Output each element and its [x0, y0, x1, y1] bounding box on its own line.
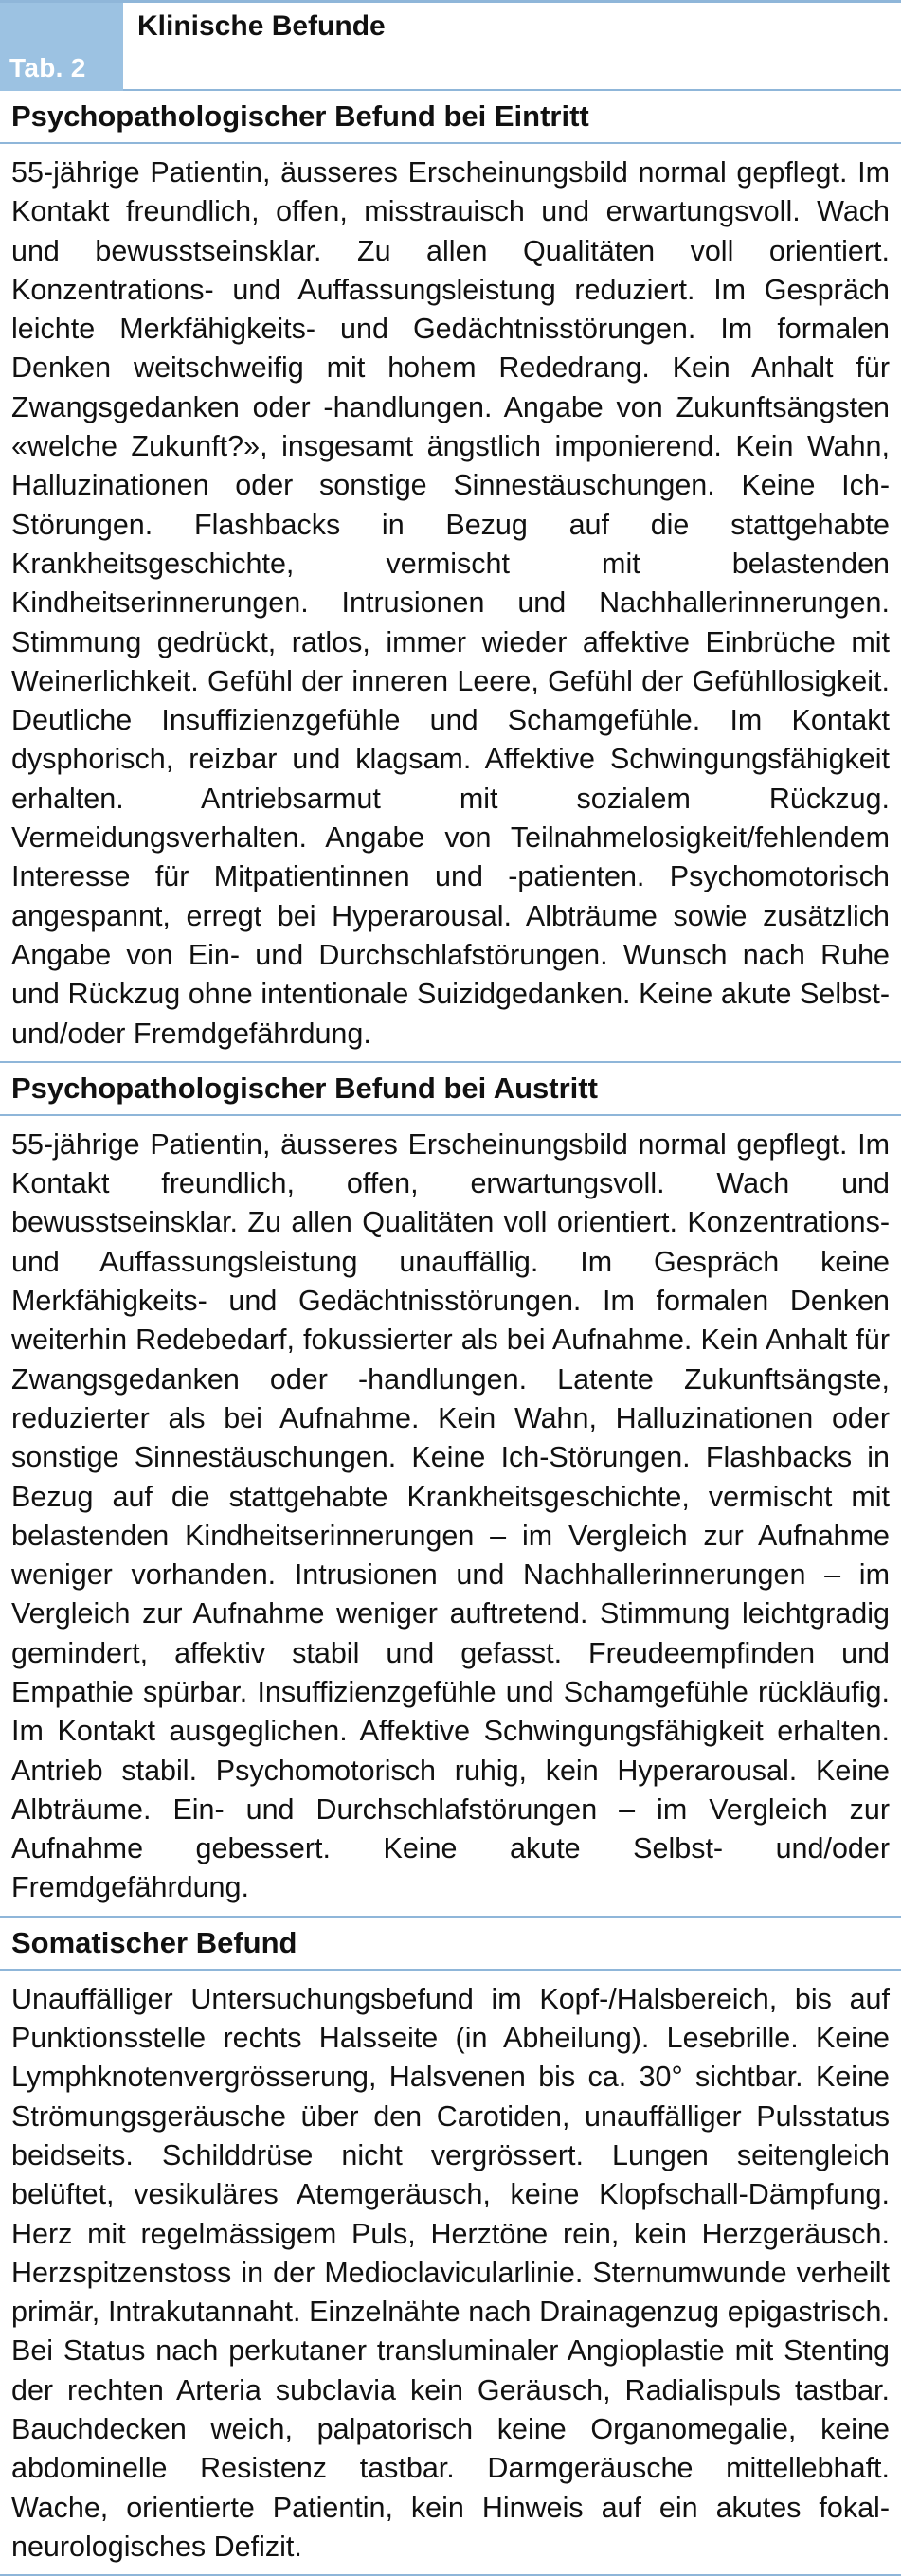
table-header [0, 0, 901, 91]
table-number-box [0, 3, 123, 91]
section-text-discharge: 55-jährige Patientin, äusseres Erscheinungsbild normal gepflegt. Im Kontakt freundlich, offen, erwartungsvoll. Wach und bewusstseinsklar. Zu allen Qualitäten voll orientiert. Konzentrations- und Auffassungsleistung unauffällig. Im Gespräch keine Merkfähigkeits- und Gedächtnisstörungen. Im formalen Denken weiterhin Redebedarf, fokussierter als bei Aufnahme. Kein Anhalt für Zwangsgedanken oder -handlungen. Latente Zukunftsängste, reduzierter als bei Aufnahme. Kein Wahn, Halluzinationen oder sonstige Sinnestäuschungen. Keine Ich-Störungen. Flashbacks in Bezug auf die stattgehabte Krankheitsgeschichte, vermischt mit belastenden Kindheitserinnerungen – im Vergleich zur Aufnahme weniger vorhanden. Intrusionen und Nachhallerinnerungen – im Vergleich zur Aufnahme weniger auftretend. Stimmung leichtgradig gemindert, affektiv stabil und gefasst. Freudeempfinden und Empathie spürbar. Insuffizienzgefühle und Schamgefühle rückläufig. Im Kontakt ausgeglichen. Affektive Schwingungsfähigkeit erhalten. Antrieb stabil. Psychomotorisch ruhig, kein Hyperarousal. Keine Albträume. Ein- und Durchschlafstörungen – im Vergleich zur Aufnahme gebessert. Keine akute Selbst- und/oder Fremdgefährdung. [0, 1116, 901, 1918]
table-title: Klinische Befunde [137, 10, 386, 42]
section-heading-discharge: Psychopathologischer Befund bei Austritt [0, 1063, 901, 1116]
section-text-somatic: Unauffälliger Untersuchungsbefund im Kopf-/Halsbereich, bis auf Punktionsstelle rechts Halsseite (in Abheilung). Lesebrille. Keine Lymphknotenvergrösserung, Halsvenen bis ca. 30° sichtbar. Keine Strömungsgeräusche über den Carotiden, unauffälliger Pulsstatus beidseits. Schilddrüse nicht vergrössert. Lungen seitengleich belüftet, vesikuläres Atemgeräusch, keine Klopfschall-Dämpfung. Herz mit regelmässigem Puls, Herztöne rein, kein Herzgeräusch. Herzspitzenstoss in der Medioclavicularlinie. Sternumwunde verheilt primär, Intrakutannaht. Einzelnähte nach Drainagenzug epigastrisch. Bei Status nach perkutaner transluminaler Angioplastie mit Stenting der rechten Arteria subclavia kein Geräusch, Radialispuls tastbar. Bauchdecken weich, palpatorisch keine Organomegalie, keine abdominelle Resistenz tastbar. Darmgeräusche mittellebhaft. Wache, orientierte Patientin, kein Hinweis auf ein akutes fokal-neurologisches Defizit. [0, 1971, 901, 2576]
section-heading-somatic: Somatischer Befund [0, 1918, 901, 1971]
section-text-admission: 55-jährige Patientin, äusseres Erscheinungsbild normal gepflegt. Im Kontakt freundlich, offen, misstrauisch und erwartungsvoll. Wach und bewusstseinsklar. Zu allen Qualitäten voll orientiert. Konzentrations- und Auffassungsleistung reduziert. Im Gespräch leichte Merkfähigkeits- und Gedächtnisstörungen. Im formalen Denken weitschweifig mit hohem Rededrang. Kein Anhalt für Zwangsgedanken oder -handlungen. Angabe von Zukunftsängsten «welche Zukunft?», insgesamt ängstlich imponierend. Kein Wahn, Halluzinationen oder sonstige Sinnestäuschungen. Keine Ich-Störungen. Flashbacks in Bezug auf die stattgehabte Krankheitsgeschichte, vermischt mit belastenden Kindheitserinnerungen. Intrusionen und Nachhallerinnerungen. Stimmung gedrückt, ratlos, immer wieder affektive Einbrüche mit Weinerlichkeit. Gefühl der inneren Leere, Gefühl der Gefühllosigkeit. Deutliche Insuffizienzgefühle und Schamgefühle. Im Kontakt dysphorisch, reizbar und klagsam. Affektive Schwingungsfähigkeit erhalten. Antriebsarmut mit sozialem Rückzug. Vermeidungsverhalten. Angabe von Teilnahmelosigkeit/fehlendem Interesse für Mitpatientinnen und -patienten. Psychomotorisch angespannt, erregt bei Hyperarousal. Albträume sowie zusätzlich Angabe von Ein- und Durchschlafstörungen. Wunsch nach Ruhe und Rückzug ohne intentionale Suizidgedanken. Keine akute Selbst- und/oder Fremdgefährdung. [0, 144, 901, 1063]
table-number: Tab. 2 [9, 53, 86, 82]
section-heading-admission: Psychopathologischer Befund bei Eintritt [0, 91, 901, 144]
